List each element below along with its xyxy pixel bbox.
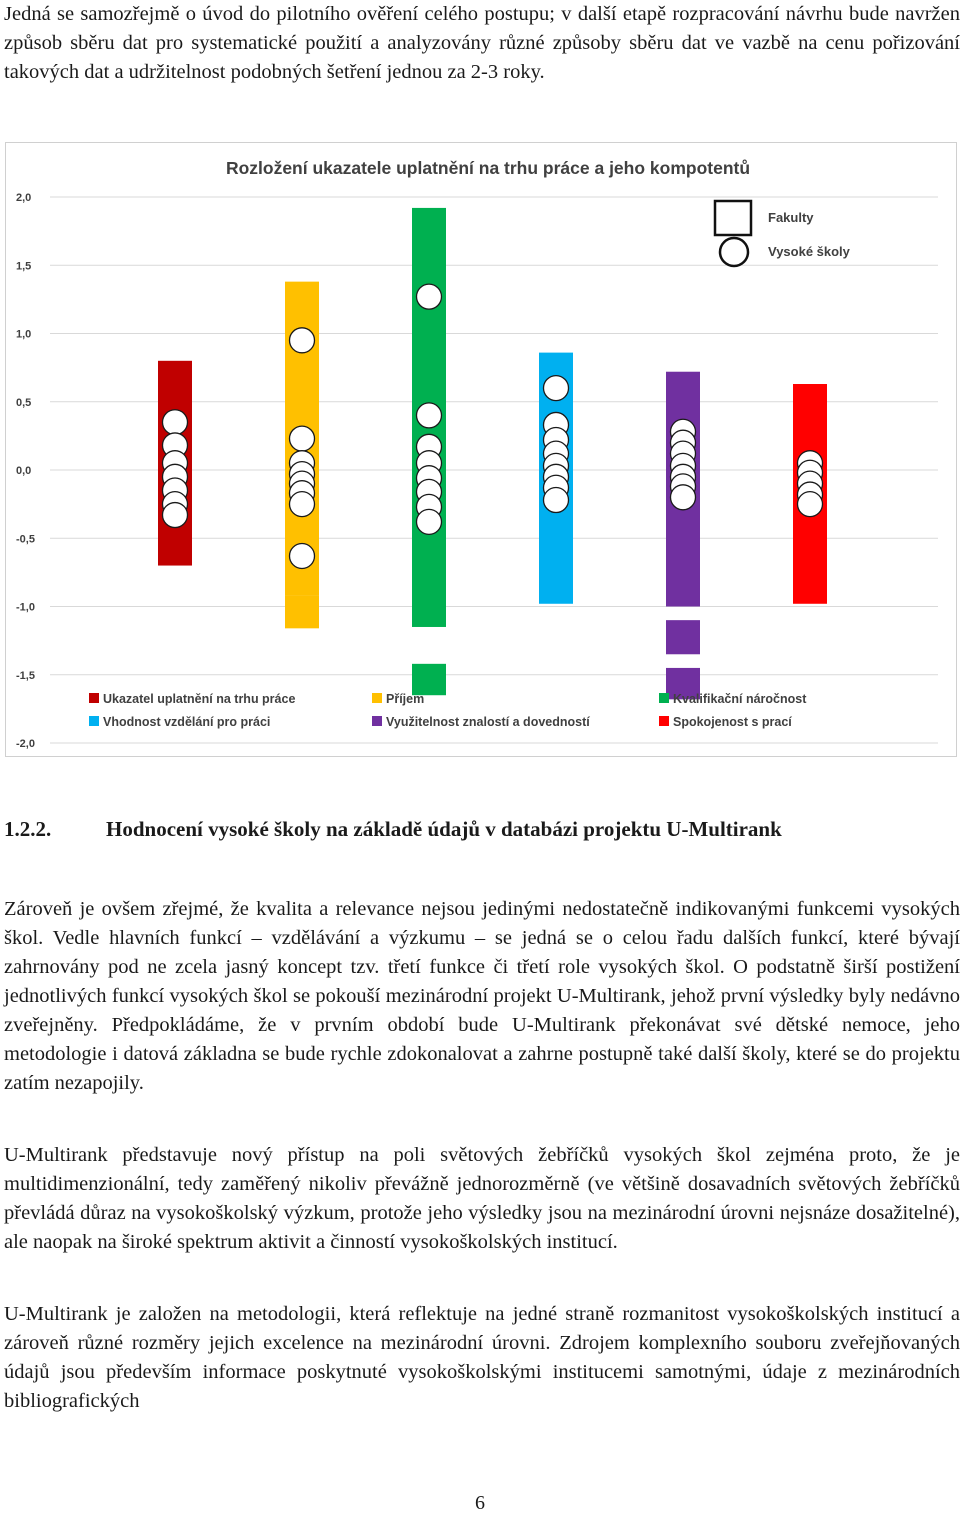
section-heading xyxy=(4,814,960,844)
school-point xyxy=(290,426,315,451)
intro-paragraph: Jedná se samozřejmě o úvod do pilotního ověření celého postupu; v další etapě rozpracování návrhu bude navržen způsob sběru dat pro systematické použití a analyzovány různé způsoby sběru dat ve vazbě na cenu pořizování takových dat a udržitelnost podobných šetření jednou za 2-3 roky. xyxy=(4,3,960,83)
y-tick-label: 0,5 xyxy=(16,396,32,409)
school-point xyxy=(163,503,188,528)
marker-legend xyxy=(715,201,851,266)
y-tick-label: 2,0 xyxy=(16,192,32,204)
school-point xyxy=(290,328,315,353)
section-number: 1.2.2. xyxy=(4,817,52,841)
school-point xyxy=(798,492,823,517)
series-legend xyxy=(89,692,807,729)
school-point xyxy=(544,488,569,513)
faculty-bar xyxy=(412,664,446,695)
school-point xyxy=(671,485,696,510)
legend-swatch xyxy=(372,693,382,703)
legend-label: Ukazatel uplatnění na trhu práce xyxy=(103,692,296,706)
faculty-bar xyxy=(666,620,700,654)
legend-swatch xyxy=(89,716,99,726)
legend-swatch xyxy=(372,716,382,726)
school-point xyxy=(290,492,315,517)
legend-swatch xyxy=(659,693,669,703)
school-point xyxy=(290,543,315,568)
body-paragraph: U-Multirank představuje nový přístup na poli světových žebříčků vysokých škol zejména proto, že je multidimenzionální, tedy zaměřený nikoliv převážně jednorozměrně (ve většině dosavadních světových žebříčků převládá důraz na vysokoškolský výzkum, protože jeho výsledky jsou na mezinárodní úrovni nejsnáze dosažitelné), ale naopak na široké spektrum aktivit a činností vysokoškolských institucí. xyxy=(4,1144,960,1253)
y-tick-label: 1,0 xyxy=(16,328,32,341)
legend-label: Využitelnost znalostí a dovedností xyxy=(386,715,590,729)
school-point xyxy=(417,284,442,309)
chart-title: Rozložení ukazatele uplatnění na trhu práce a jeho kompotentů xyxy=(225,158,751,178)
y-tick-label: -0,5 xyxy=(16,533,35,546)
legend-label: Vhodnost vzdělání pro práci xyxy=(103,715,271,729)
body-paragraph: Zároveň je ovšem zřejmé, že kvalita a relevance nejsou jedinými nedostatečně indikovanými funkcemi vysokých škol. Vedle hlavních funkcí – vzdělávání a výzkumu – se jedná se o celou řadu dalších funkcí, které bývají zahrnovány pod ne zcela jasný koncept tzv. třetí funkce či třetí role vysokých škol. O podstatně širší postižení jednotlivých funkcí vysokých škol se pokouší mezinárodní projekt U-Multirank, jehož první výsledky byly nedávno zveřejněny. Předpokládáme, že v prvním období bude U-Multirank překonávat své dětské nemoce, jeho metodologie i datová základna se bude rychle zdokonalovat a zahrne postupně také další školy, které se do projektu zatím nezapojily. xyxy=(4,898,960,1094)
y-tick-label: -2,0 xyxy=(16,738,35,750)
page-number: 6 xyxy=(475,1492,485,1514)
legend-swatch xyxy=(89,693,99,703)
school-point xyxy=(417,509,442,534)
legend-label-school: Vysoké školy xyxy=(768,244,850,259)
y-tick-label: 0,0 xyxy=(16,465,32,477)
section-title: Hodnocení vysoké školy na základě údajů v databázi projektu U-Multirank xyxy=(106,817,782,841)
legend-label-faculty: Fakulty xyxy=(768,210,814,225)
chart-svg xyxy=(6,143,956,756)
school-point xyxy=(544,376,569,401)
legend-label: Příjem xyxy=(386,692,425,706)
body-paragraph: U-Multirank je založen na metodologii, která reflektuje na jedné straně rozmanitost vysokoškolských institucí a zároveň různé rozměry jejich excelence na mezinárodní úrovni. Zdrojem komplexního souboru zveřejňovaných údajů jsou především informace poskytnuté vysokoškolskými institucemi samotnými, údaje z mezinárodních bibliografických xyxy=(4,1303,960,1412)
faculty-bar xyxy=(285,596,319,629)
y-tick-label: -1,0 xyxy=(16,601,35,614)
school-legend-circle xyxy=(720,238,748,266)
school-point xyxy=(417,403,442,428)
legend-label: Spokojenost s prací xyxy=(673,715,792,729)
chart-figure xyxy=(5,142,957,757)
y-tick-label: 1,5 xyxy=(16,260,32,273)
legend-swatch xyxy=(659,716,669,726)
faculty-legend-square xyxy=(715,201,751,235)
school-point xyxy=(163,410,188,435)
legend-label: Kvalifikační náročnost xyxy=(673,692,807,706)
y-tick-label: -1,5 xyxy=(16,669,35,682)
